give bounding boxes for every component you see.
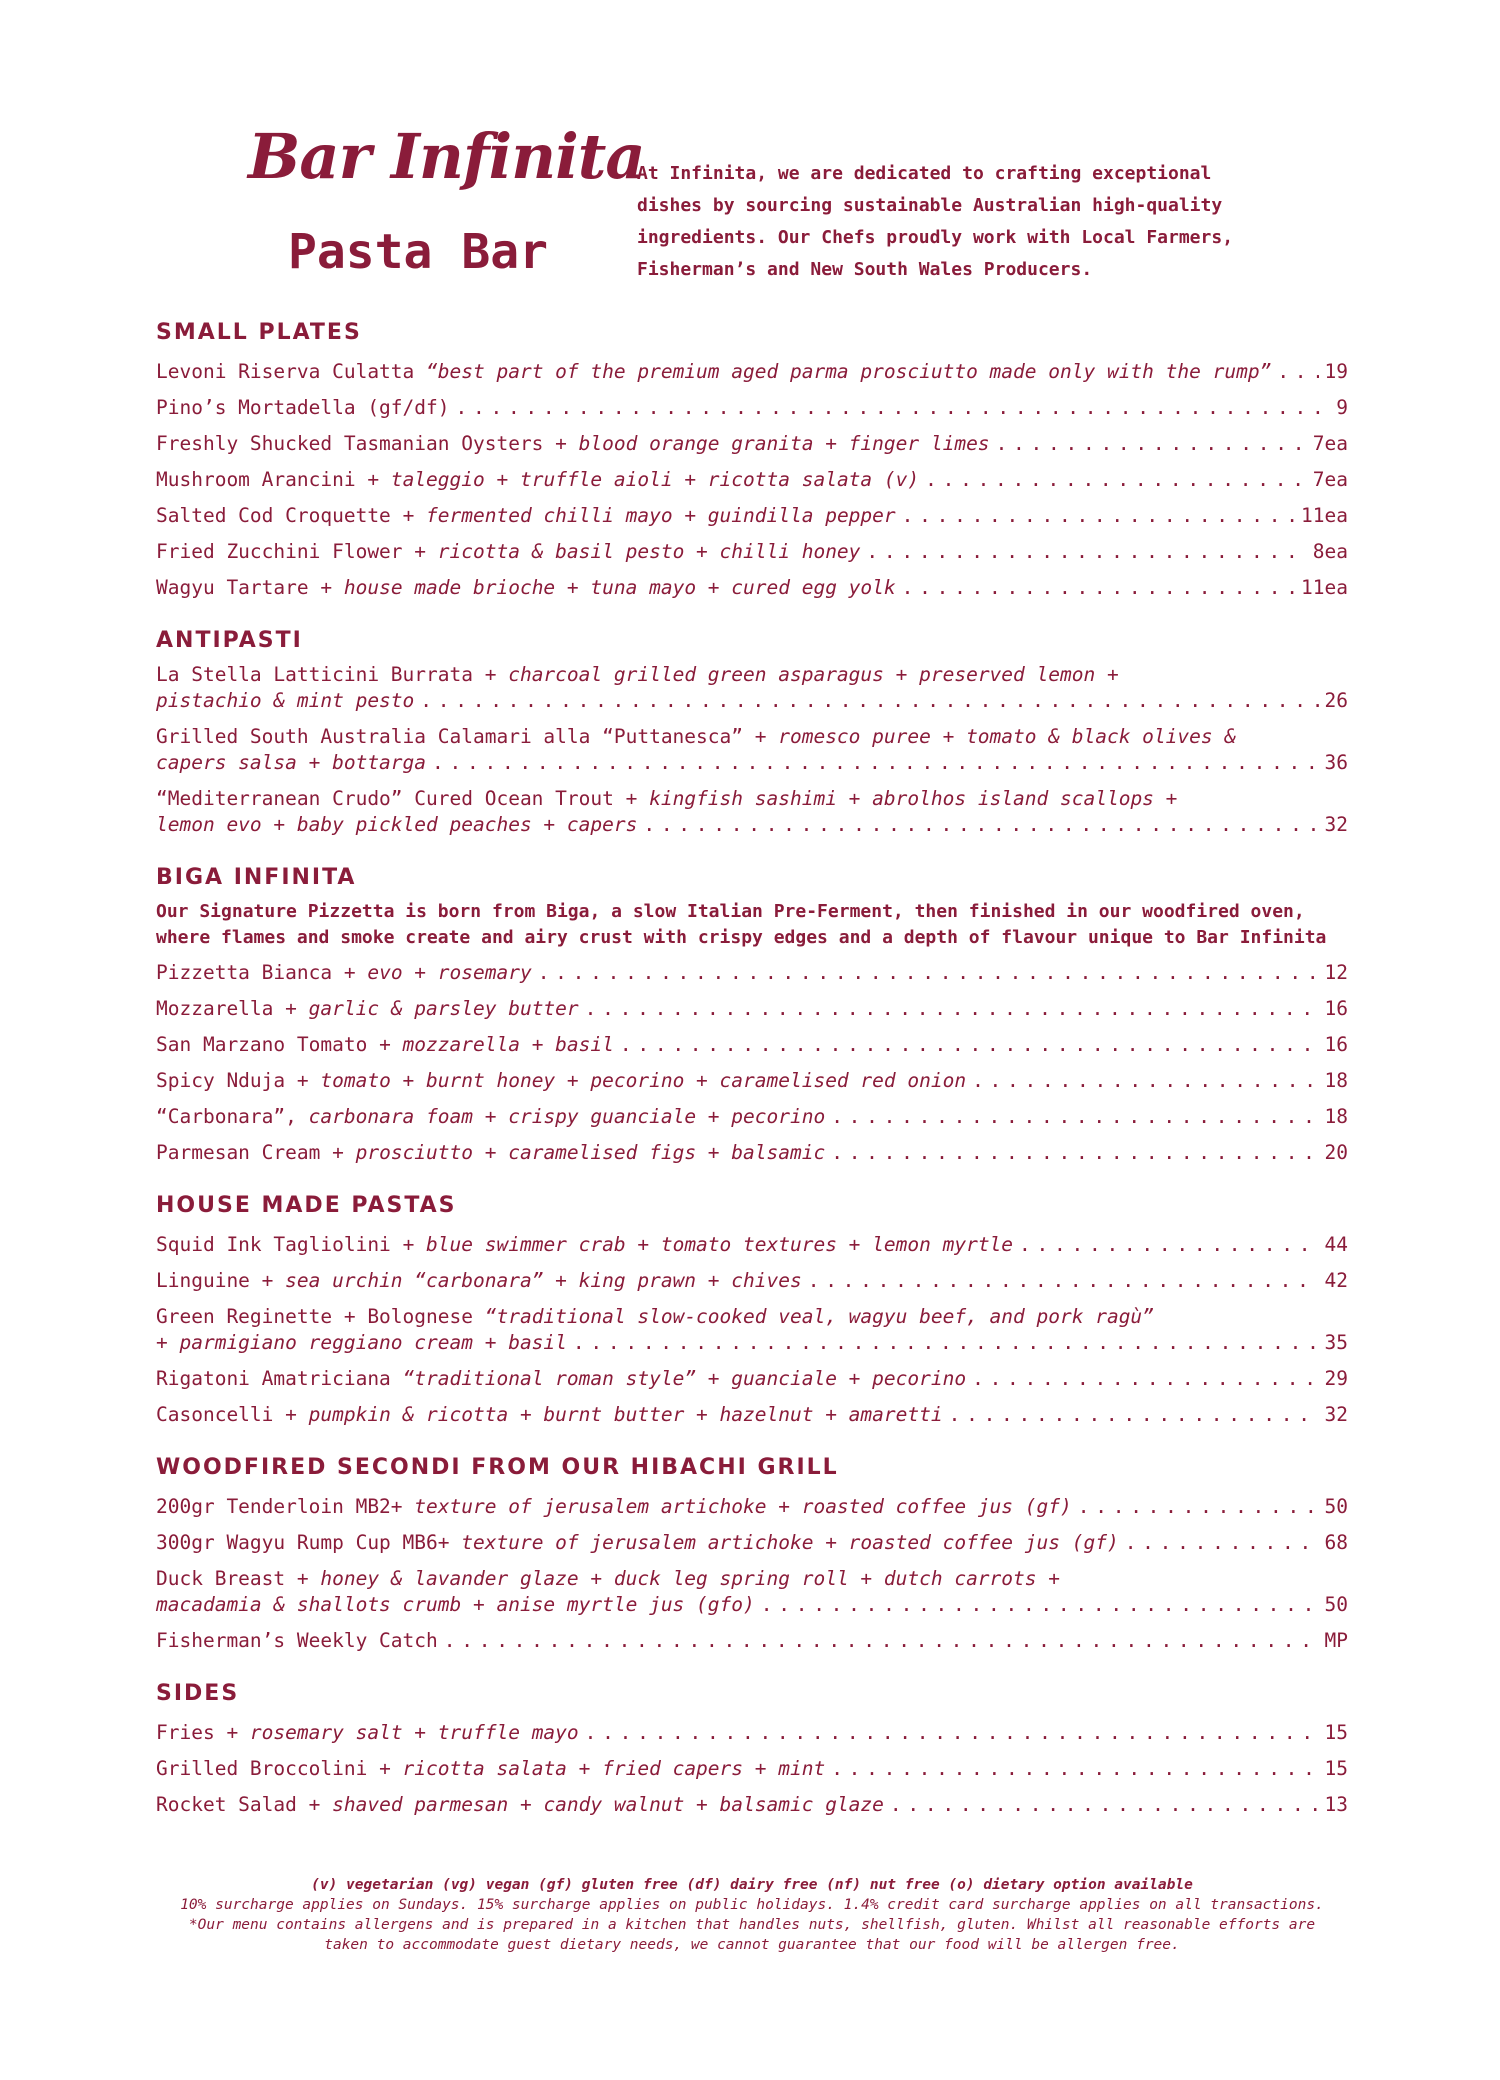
menu-item-name: 300gr Wagyu Rump Cup MB6+ (156, 1531, 450, 1554)
menu-item (156, 462, 1348, 498)
menu-item-price: 19 (1324, 360, 1348, 383)
menu-sections (156, 318, 1348, 1843)
menu-item-description: + blood orange granita + finger limes (555, 432, 990, 455)
menu-item-row (156, 1489, 1348, 1525)
menu-item-description: + rosemary salt + truffle mayo (226, 1721, 579, 1744)
menu-item-price: 18 (1324, 1069, 1348, 1092)
menu-item (156, 1027, 1348, 1063)
menu-item (156, 390, 1348, 426)
menu-item-name: Green Reginette + Bolognese (156, 1305, 473, 1328)
menu-item-price: 16 (1324, 997, 1348, 1020)
dot-leader (761, 1592, 1319, 1618)
dot-leader (1125, 1525, 1319, 1561)
menu-item (156, 534, 1348, 570)
footer-line: taken to accommodate guest dietary needs, we cannot guarantee that our food will be allergen free. (324, 1937, 1180, 1953)
menu-item-description: texture of jerusalem artichoke + roasted coffee jus (gf) (461, 1531, 1119, 1554)
section-title: HOUSE MADE PASTAS (156, 1193, 457, 1218)
menu-item-first-line (156, 1566, 1348, 1592)
brand-logo: Bar Infinita (248, 120, 645, 193)
menu-item (156, 1135, 1348, 1171)
menu-item-price: 26 (1324, 689, 1348, 712)
dot-leader (902, 570, 1295, 606)
menu-item-description: + taleggio + truffle aioli + ricotta salata (v) (367, 468, 920, 491)
menu-item-price: 13 (1324, 1793, 1348, 1816)
menu-item-description-cont: + parmigiano reggiano cream + basil (156, 1331, 567, 1354)
menu-item-name: Mozzarella (156, 997, 274, 1020)
menu-item (156, 426, 1348, 462)
menu-item-row (156, 688, 1348, 714)
menu-item-name: 200gr Tenderloin MB2+ (156, 1495, 403, 1518)
menu-item-name: Linguine (156, 1269, 250, 1292)
dot-leader (432, 750, 1318, 776)
dot-leader (444, 1623, 1319, 1659)
dot-leader (925, 462, 1307, 498)
menu-item-description: + mozzarella + basil (379, 1033, 614, 1056)
menu-item-price: 32 (1324, 1403, 1348, 1426)
menu-item-row (156, 498, 1348, 534)
section-title: SMALL PLATES (156, 320, 362, 345)
dot-leader (972, 1063, 1318, 1099)
menu-section (156, 1679, 1348, 1823)
brand-subtitle: Pasta Bar (287, 224, 549, 280)
dietary-legend: (v) vegetarian (vg) vegan (gf) gluten free (df) dairy free (nf) nut free (o) dietary option available (311, 1877, 1193, 1893)
dot-leader (890, 1787, 1319, 1823)
section-title: ANTIPASTI (156, 628, 303, 653)
dot-leader (643, 812, 1318, 838)
dot-leader (972, 1361, 1318, 1397)
dot-leader (573, 1330, 1319, 1356)
menu-item-description: + blue swimmer crab + tomato textures + lemon myrtle (402, 1233, 1014, 1256)
section-title: WOODFIRED SECONDI FROM OUR HIBACHI GRILL (156, 1455, 839, 1480)
menu-item-row (156, 1027, 1348, 1063)
menu-item-description: + romesco puree + tomato & black olives & (754, 725, 1237, 748)
menu-item-name: Squid Ink Tagliolini (156, 1233, 391, 1256)
menu-item-description: + prosciutto + caramelised figs + balsamic (332, 1141, 826, 1164)
menu-section (156, 863, 1348, 1171)
menu-item-description: carbonara foam + crispy guanciale + pecorino (308, 1105, 826, 1128)
dot-leader (866, 534, 1306, 570)
menu-item-price: 15 (1324, 1721, 1348, 1744)
footer-line: *Our menu contains allergens and is prepared in a kitchen that handles nuts, shellfish, gluten. Whilst all reasonable efforts are (188, 1917, 1316, 1933)
menu-item-price: 9 (1336, 396, 1348, 419)
menu-item-first-line (156, 662, 1348, 688)
menu-section (156, 1191, 1348, 1433)
menu-item (156, 724, 1348, 781)
menu-item-description: + honey & lavander glaze + duck leg spring roll + dutch carrots + (296, 1567, 1060, 1590)
menu-item-row (156, 1361, 1348, 1397)
menu-item-row (156, 570, 1348, 606)
menu-item-price: MP (1324, 1629, 1348, 1652)
dot-leader (949, 1397, 1319, 1433)
dot-leader (831, 1135, 1318, 1171)
menu-item-price: 32 (1324, 813, 1348, 836)
menu-item-row (156, 1227, 1348, 1263)
menu-item-name: Pizzetta Bianca (156, 961, 333, 984)
dot-leader (585, 991, 1319, 1027)
menu-item-description: + sea urchin “carbonara” + king prawn + chives (261, 1269, 802, 1292)
menu-item-row (156, 1525, 1348, 1561)
menu-item (156, 991, 1348, 1027)
menu-item-price: 16 (1324, 1033, 1348, 1056)
menu-item-row (156, 354, 1348, 390)
menu-item-name: Pino’s Mortadella (gf/df) (156, 396, 450, 419)
menu-item-row (156, 955, 1348, 991)
menu-item-name: Spicy Nduja (156, 1069, 286, 1092)
section-description (156, 899, 1348, 951)
menu-item-name: Rigatoni Amatriciana (156, 1367, 391, 1390)
menu-item-name: La Stella Latticini Burrata (156, 663, 473, 686)
menu-item-description-cont: macadamia & shallots crumb + anise myrtle jus (gfo) (156, 1593, 755, 1616)
dot-leader (1277, 354, 1318, 390)
menu-item-price: 15 (1324, 1757, 1348, 1780)
menu-item (156, 955, 1348, 991)
dot-leader (620, 1027, 1319, 1063)
menu-item (156, 1304, 1348, 1361)
menu-item-row (156, 1715, 1348, 1751)
menu-item-name: San Marzano Tomato (156, 1033, 368, 1056)
menu-item-name: “Mediterranean Crudo” Cured Ocean Trout (156, 787, 614, 810)
menu-item-name: Fried Zucchini Flower (156, 540, 403, 563)
menu-item-price: 11ea (1301, 576, 1348, 599)
menu-item (156, 1227, 1348, 1263)
menu-item-row (156, 534, 1348, 570)
menu-item-name: Levoni Riserva Culatta (156, 360, 415, 383)
menu-item-name: Fries (156, 1721, 215, 1744)
menu-item (156, 1566, 1348, 1623)
menu-item-description: + pumpkin & ricotta + burnt butter + hazelnut + amaretti (285, 1403, 943, 1426)
menu-item-description: + shaved parmesan + candy walnut + balsamic glaze (308, 1793, 884, 1816)
menu-section (156, 1453, 1348, 1659)
menu-item-row (156, 1099, 1348, 1135)
menu-item-price: 12 (1324, 961, 1348, 984)
menu-item-description: + house made brioche + tuna mayo + cured egg yolk (320, 576, 896, 599)
menu-item-name: Casoncelli (156, 1403, 274, 1426)
menu-item-row (156, 1787, 1348, 1823)
dot-leader (538, 955, 1319, 991)
menu-item-name: Salted Cod Croquette (156, 504, 391, 527)
menu-item-name: “Carbonara”, (156, 1105, 297, 1128)
intro-text (637, 158, 1277, 286)
menu-item-name: Duck Breast (156, 1567, 286, 1590)
dot-leader (831, 1751, 1318, 1787)
menu-item-description: + fermented chilli mayo + guindilla pepper (402, 504, 896, 527)
menu-item (156, 1751, 1348, 1787)
menu-item (156, 1623, 1348, 1659)
menu-item (156, 1263, 1348, 1299)
menu-item-name: Fisherman’s Weekly Catch (156, 1629, 438, 1652)
menu-item-description: + ricotta salata + fried capers + mint (379, 1757, 826, 1780)
dot-leader (902, 498, 1295, 534)
menu-item-description-cont: pistachio & mint pesto (156, 689, 415, 712)
menu-item-name: Mushroom Arancini (156, 468, 356, 491)
menu-item-name: Grilled Broccolini (156, 1757, 368, 1780)
menu-item-name: Grilled South Australia Calamari alla “Puttanesca” (156, 725, 743, 748)
menu-item-price: 7ea (1312, 468, 1348, 491)
footer-line: 10% surcharge applies on Sundays. 15% surcharge applies on public holidays. 1.4% credit card surcharge applies on all transactions. (180, 1897, 1324, 1913)
menu-item-row (156, 812, 1348, 838)
menu-item-description-cont: capers salsa + bottarga (156, 751, 427, 774)
dot-leader (420, 688, 1318, 714)
footer-notes (156, 1875, 1348, 1955)
menu-item (156, 1361, 1348, 1397)
menu-item-row (156, 1135, 1348, 1171)
menu-item-name: Parmesan Cream (156, 1141, 321, 1164)
menu-item (156, 662, 1348, 719)
menu-section (156, 318, 1348, 606)
menu-item (156, 1715, 1348, 1751)
menu-item-price: 42 (1324, 1269, 1348, 1292)
menu-item-row (156, 462, 1348, 498)
menu-item-row (156, 1063, 1348, 1099)
menu-item-row (156, 1397, 1348, 1433)
menu-item-row (156, 1592, 1348, 1618)
menu-section (156, 626, 1348, 843)
menu-item-row (156, 390, 1348, 426)
menu-item (156, 1787, 1348, 1823)
intro-line: dishes by sourcing sustainable Australian high-quality (637, 195, 1223, 216)
menu-item-price: 11ea (1301, 504, 1348, 527)
menu-item (156, 1099, 1348, 1135)
menu-item-row (156, 991, 1348, 1027)
intro-line: Fisherman’s and New South Wales Producers. (637, 259, 1093, 280)
menu-item-price: 7ea (1312, 432, 1348, 455)
menu-item-price: 18 (1324, 1105, 1348, 1128)
menu-item-row (156, 1330, 1348, 1356)
intro-line: ingredients. Our Chefs proudly work with Local Farmers, (637, 227, 1234, 248)
menu-item-name: Freshly Shucked Tasmanian Oysters (156, 432, 544, 455)
menu-item-price: 8ea (1312, 540, 1348, 563)
dot-leader (1019, 1227, 1318, 1263)
menu-item-price: 20 (1324, 1141, 1348, 1164)
menu-item (156, 786, 1348, 843)
section-description-line: Our Signature Pizzetta is born from Biga, a slow Italian Pre-Ferment, then finished in our woodfired oven, (156, 901, 1305, 922)
menu-item-first-line (156, 1304, 1348, 1330)
menu-item-price: 50 (1324, 1495, 1348, 1518)
menu-item (156, 1489, 1348, 1525)
menu-item-description: + evo + rosemary (343, 961, 532, 984)
menu-item-row (156, 426, 1348, 462)
dot-leader (808, 1263, 1319, 1299)
intro-line: At Infinita, we are dedicated to crafting exceptional (637, 163, 1212, 184)
menu-item-price: 36 (1324, 751, 1348, 774)
menu-item-first-line (156, 724, 1348, 750)
menu-item-description: + garlic & parsley butter (285, 997, 579, 1020)
menu-item-price: 44 (1324, 1233, 1348, 1256)
menu-item-description: “traditional slow-cooked veal, wagyu beef, and pork ragù” (484, 1305, 1154, 1328)
menu-item-row (156, 1263, 1348, 1299)
menu-item (156, 1397, 1348, 1433)
menu-item-description: + charcoal grilled green asparagus + preserved lemon + (484, 663, 1119, 686)
dot-leader (585, 1715, 1319, 1751)
menu-item-row (156, 1623, 1348, 1659)
menu-item-price: 50 (1324, 1593, 1348, 1616)
dot-leader (456, 390, 1331, 426)
section-description-line: where flames and smoke create and airy crust with crispy edges and a depth of flavour unique to Bar Infinita (156, 927, 1327, 948)
menu-item-row (156, 750, 1348, 776)
menu-item-description: “traditional roman style” + guanciale + pecorino (402, 1367, 967, 1390)
menu-item-description: + tomato + burnt honey + pecorino + caramelised red onion (296, 1069, 967, 1092)
dot-leader (831, 1099, 1318, 1135)
menu-item (156, 498, 1348, 534)
menu-item (156, 354, 1348, 390)
dot-leader (1078, 1489, 1319, 1525)
menu-item-description: texture of jerusalem artichoke + roasted coffee jus (gf) (414, 1495, 1072, 1518)
menu-item-name: Wagyu Tartare (156, 576, 309, 599)
menu-item-description: + ricotta & basil pesto + chilli honey (414, 540, 861, 563)
menu-item (156, 1063, 1348, 1099)
dot-leader (996, 426, 1307, 462)
menu-item-name: Rocket Salad (156, 1793, 297, 1816)
menu-item-price: 68 (1324, 1531, 1348, 1554)
section-title: BIGA INFINITA (156, 865, 357, 890)
menu-item-description: + kingfish sashimi + abrolhos island scallops + (625, 787, 1178, 810)
menu-item-description: “best part of the premium aged parma prosciutto made only with the rump” (426, 360, 1272, 383)
menu-item-row (156, 1751, 1348, 1787)
menu-item (156, 1525, 1348, 1561)
menu-item-price: 29 (1324, 1367, 1348, 1390)
menu-item-price: 35 (1324, 1331, 1348, 1354)
menu-item-description-cont: lemon evo + baby pickled peaches + capers (156, 813, 638, 836)
section-title: SIDES (156, 1681, 240, 1706)
menu-item-first-line (156, 786, 1348, 812)
menu-item (156, 570, 1348, 606)
